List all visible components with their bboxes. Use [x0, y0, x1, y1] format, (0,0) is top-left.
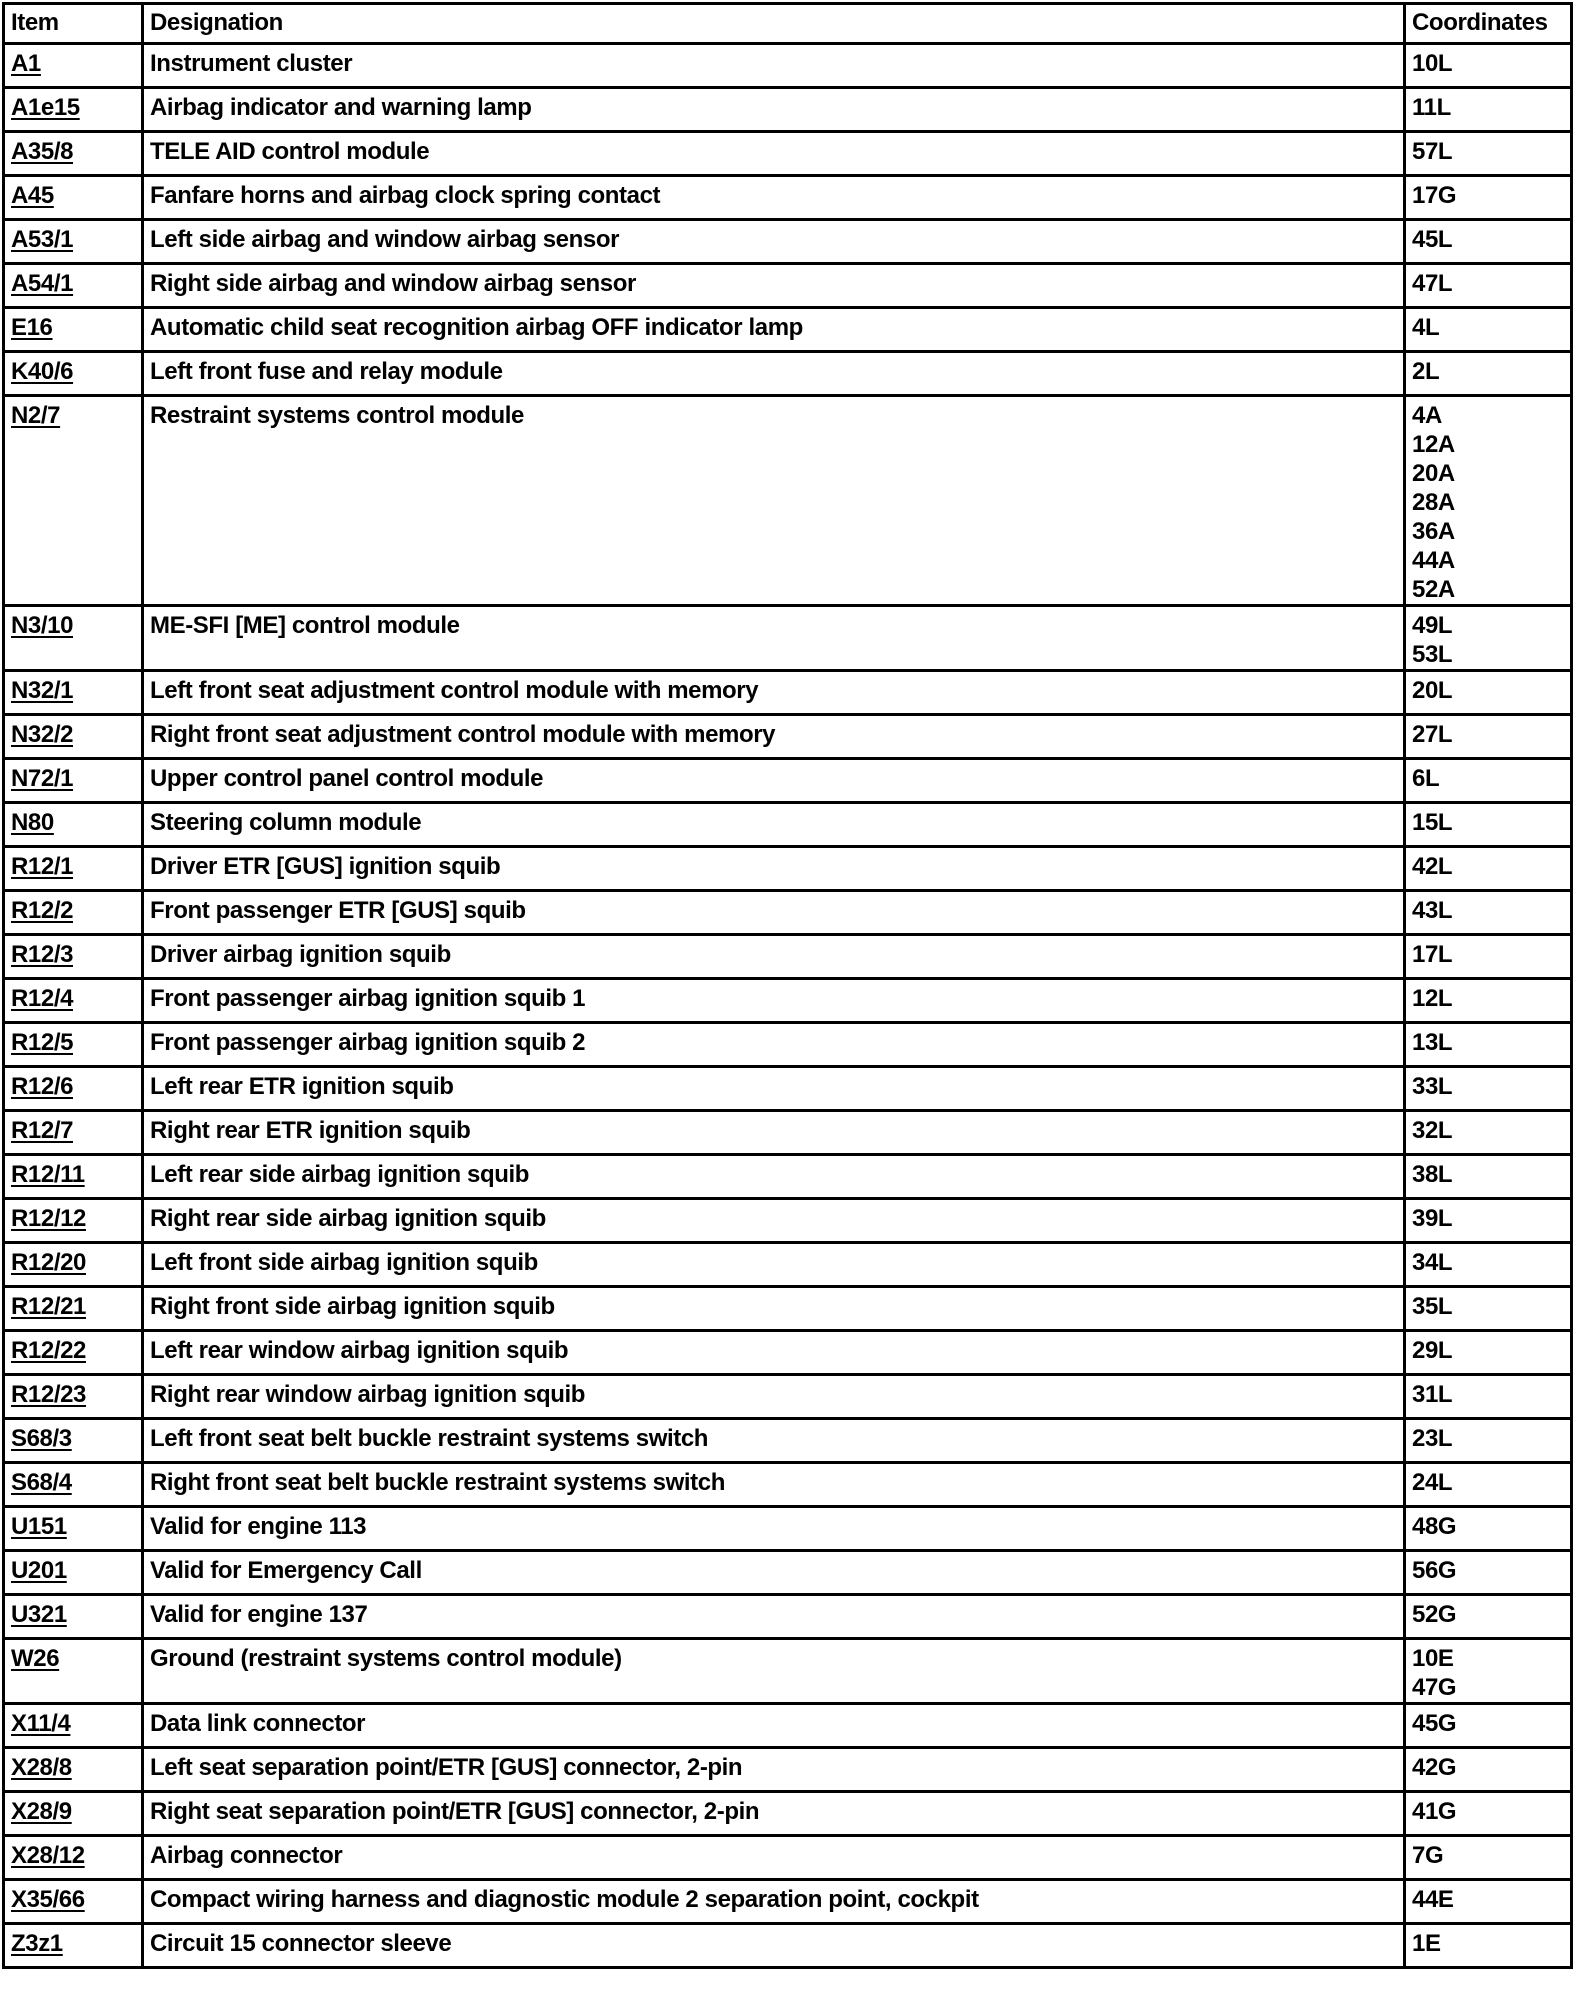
item-link[interactable]: S68/3	[11, 1425, 72, 1452]
item-cell	[4, 1792, 143, 1836]
coordinate-value: 52G	[1412, 1601, 1457, 1628]
table-row	[4, 1792, 1572, 1836]
table-row	[4, 264, 1572, 308]
item-link[interactable]: S68/4	[11, 1469, 72, 1496]
item-cell	[4, 176, 143, 220]
coordinates-cell	[1405, 671, 1572, 715]
table-row	[4, 396, 1572, 606]
designation-cell: Left side airbag and window airbag sensor	[143, 220, 1405, 264]
item-link[interactable]: N72/1	[11, 765, 74, 792]
table-row	[4, 715, 1572, 759]
designation-cell: Front passenger ETR [GUS] squib	[143, 891, 1405, 935]
coordinates-cell	[1405, 1199, 1572, 1243]
table-row	[4, 1595, 1572, 1639]
designation-cell: Steering column module	[143, 803, 1405, 847]
coordinate-value: 45L	[1412, 226, 1453, 253]
item-cell	[4, 759, 143, 803]
item-cell	[4, 132, 143, 176]
item-cell	[4, 352, 143, 396]
designation-cell: Circuit 15 connector sleeve	[143, 1924, 1405, 1968]
item-cell	[4, 1836, 143, 1880]
item-link[interactable]: A54/1	[11, 270, 74, 297]
coordinate-value: 11L	[1412, 94, 1451, 121]
coordinate-value: 12L	[1412, 985, 1453, 1012]
coordinate-value: 20L	[1412, 677, 1453, 704]
coordinate-value: 42L	[1412, 853, 1453, 880]
item-link[interactable]: R12/11	[11, 1161, 85, 1188]
table-row	[4, 1023, 1572, 1067]
item-link[interactable]: R12/6	[11, 1073, 74, 1100]
item-cell	[4, 606, 143, 671]
coordinate-value: 34L	[1412, 1249, 1453, 1276]
item-link[interactable]: K40/6	[11, 358, 74, 385]
component-legend-table	[2, 2, 1573, 1969]
item-cell	[4, 979, 143, 1023]
designation-cell: Valid for engine 137	[143, 1595, 1405, 1639]
coordinates-cell	[1405, 1792, 1572, 1836]
coordinates-cell	[1405, 1551, 1572, 1595]
table-row	[4, 1243, 1572, 1287]
table-row	[4, 1748, 1572, 1792]
table-row	[4, 891, 1572, 935]
coordinate-value: 13L	[1412, 1029, 1453, 1056]
item-cell	[4, 1155, 143, 1199]
coordinate-value: 7G	[1412, 1842, 1444, 1869]
table-row	[4, 1111, 1572, 1155]
table-row	[4, 1067, 1572, 1111]
coordinate-value: 47G	[1412, 1674, 1457, 1701]
coordinates-cell	[1405, 1243, 1572, 1287]
coordinate-value: 57L	[1412, 138, 1453, 165]
table-header	[4, 4, 1572, 44]
item-cell	[4, 220, 143, 264]
coordinates-cell	[1405, 1331, 1572, 1375]
coordinate-value: 6L	[1412, 765, 1440, 792]
item-cell	[4, 308, 143, 352]
item-link[interactable]: A35/8	[11, 138, 74, 165]
item-cell	[4, 935, 143, 979]
item-cell	[4, 1419, 143, 1463]
designation-cell: Left front seat belt buckle restraint systems switch	[143, 1419, 1405, 1463]
coordinate-value: 20A	[1412, 460, 1455, 487]
coordinate-value: 17G	[1412, 182, 1457, 209]
designation-cell: Right seat separation point/ETR [GUS] connector, 2-pin	[143, 1792, 1405, 1836]
item-link[interactable]: X35/66	[11, 1886, 85, 1913]
coordinates-cell	[1405, 1836, 1572, 1880]
coordinate-value: 33L	[1412, 1073, 1453, 1100]
coordinate-value: 42G	[1412, 1754, 1457, 1781]
item-cell	[4, 1507, 143, 1551]
coordinate-value: 39L	[1412, 1205, 1453, 1232]
designation-cell: Data link connector	[143, 1704, 1405, 1748]
item-link[interactable]: U201	[11, 1557, 67, 1584]
coordinates-cell	[1405, 1704, 1572, 1748]
item-link[interactable]: A53/1	[11, 226, 74, 253]
table-row	[4, 352, 1572, 396]
coordinates-cell	[1405, 1924, 1572, 1968]
item-link[interactable]: N80	[11, 809, 54, 836]
coordinate-value: 43L	[1412, 897, 1453, 924]
designation-cell: Instrument cluster	[143, 44, 1405, 88]
table-row	[4, 1155, 1572, 1199]
item-cell	[4, 1287, 143, 1331]
table-row	[4, 132, 1572, 176]
coordinates-cell	[1405, 352, 1572, 396]
table-row	[4, 1551, 1572, 1595]
item-link[interactable]: R12/7	[11, 1117, 74, 1144]
table-row	[4, 606, 1572, 671]
table-row	[4, 308, 1572, 352]
coordinates-cell	[1405, 1507, 1572, 1551]
item-link[interactable]: N3/10	[11, 612, 74, 639]
coordinates-cell	[1405, 715, 1572, 759]
designation-cell: Valid for engine 113	[143, 1507, 1405, 1551]
coordinate-value: 15L	[1412, 809, 1453, 836]
designation-cell: Right side airbag and window airbag sensor	[143, 264, 1405, 308]
table-row	[4, 671, 1572, 715]
designation-cell: Right front seat belt buckle restraint systems switch	[143, 1463, 1405, 1507]
coordinate-value: 41G	[1412, 1798, 1457, 1825]
coordinates-cell	[1405, 1419, 1572, 1463]
coordinates-cell	[1405, 1287, 1572, 1331]
table-row	[4, 803, 1572, 847]
item-link[interactable]: R12/20	[11, 1249, 86, 1276]
table-row	[4, 979, 1572, 1023]
item-link[interactable]: R12/2	[11, 897, 74, 924]
table-row	[4, 935, 1572, 979]
item-link[interactable]: A45	[11, 182, 54, 209]
coordinate-value: 4A	[1412, 402, 1442, 429]
coordinates-cell	[1405, 759, 1572, 803]
item-link[interactable]: R12/1	[11, 853, 74, 880]
designation-cell: Upper control panel control module	[143, 759, 1405, 803]
item-cell	[4, 1463, 143, 1507]
designation-cell: Left front fuse and relay module	[143, 352, 1405, 396]
item-cell	[4, 1704, 143, 1748]
item-link[interactable]: R12/22	[11, 1337, 86, 1364]
designation-cell: Restraint systems control module	[143, 396, 1405, 606]
coordinate-value: 36A	[1412, 518, 1455, 545]
coordinates-cell	[1405, 220, 1572, 264]
item-link[interactable]: A1e15	[11, 94, 80, 121]
item-link[interactable]: R12/21	[11, 1293, 86, 1320]
item-cell	[4, 715, 143, 759]
designation-cell: Fanfare horns and airbag clock spring contact	[143, 176, 1405, 220]
designation-cell: Right rear ETR ignition squib	[143, 1111, 1405, 1155]
designation-cell: Valid for Emergency Call	[143, 1551, 1405, 1595]
item-link[interactable]: X28/12	[11, 1842, 85, 1869]
coordinate-value: 56G	[1412, 1557, 1457, 1584]
item-cell	[4, 1375, 143, 1419]
table-body	[4, 44, 1572, 1968]
designation-cell: Left rear window airbag ignition squib	[143, 1331, 1405, 1375]
coordinate-value: 1E	[1412, 1930, 1441, 1957]
item-cell	[4, 1331, 143, 1375]
item-link[interactable]: R12/23	[11, 1381, 86, 1408]
coordinates-cell	[1405, 979, 1572, 1023]
coordinates-cell	[1405, 396, 1572, 606]
item-cell	[4, 891, 143, 935]
coordinates-cell	[1405, 308, 1572, 352]
table-row	[4, 1880, 1572, 1924]
designation-cell: Driver airbag ignition squib	[143, 935, 1405, 979]
coordinate-value: 29L	[1412, 1337, 1453, 1364]
item-cell	[4, 671, 143, 715]
coordinate-value: 52A	[1412, 576, 1455, 603]
coordinate-value: 45G	[1412, 1710, 1457, 1737]
item-link[interactable]: N2/7	[11, 402, 61, 429]
table-row	[4, 88, 1572, 132]
coordinate-value: 53L	[1412, 641, 1453, 668]
item-link[interactable]: R12/12	[11, 1205, 86, 1232]
coordinates-cell	[1405, 1111, 1572, 1155]
designation-cell: TELE AID control module	[143, 132, 1405, 176]
item-link[interactable]: N32/1	[11, 677, 74, 704]
item-cell	[4, 264, 143, 308]
table-row	[4, 759, 1572, 803]
coordinate-value: 17L	[1412, 941, 1453, 968]
coordinate-value: 28A	[1412, 489, 1455, 516]
item-cell	[4, 803, 143, 847]
coordinate-value: 27L	[1412, 721, 1453, 748]
designation-cell: Front passenger airbag ignition squib 2	[143, 1023, 1405, 1067]
table-row	[4, 1463, 1572, 1507]
designation-cell: Right rear side airbag ignition squib	[143, 1199, 1405, 1243]
coordinates-cell	[1405, 1595, 1572, 1639]
coordinate-value: 49L	[1412, 612, 1453, 639]
coordinates-cell	[1405, 1067, 1572, 1111]
coordinate-value: 47L	[1412, 270, 1453, 297]
coordinate-value: 2L	[1412, 358, 1440, 385]
table-row	[4, 1331, 1572, 1375]
coordinate-value: 44A	[1412, 547, 1455, 574]
item-cell	[4, 1639, 143, 1704]
item-link[interactable]: R12/3	[11, 941, 74, 968]
coordinates-cell	[1405, 1023, 1572, 1067]
table-row	[4, 220, 1572, 264]
coordinates-cell	[1405, 176, 1572, 220]
item-link[interactable]: R12/4	[11, 985, 74, 1012]
item-cell	[4, 1551, 143, 1595]
table-row	[4, 1704, 1572, 1748]
coordinates-cell	[1405, 1639, 1572, 1704]
item-link[interactable]: X28/8	[11, 1754, 72, 1781]
coordinates-cell	[1405, 88, 1572, 132]
item-cell	[4, 1595, 143, 1639]
item-cell	[4, 1111, 143, 1155]
coordinates-cell	[1405, 891, 1572, 935]
coordinate-value: 38L	[1412, 1161, 1453, 1188]
designation-cell: Airbag connector	[143, 1836, 1405, 1880]
designation-cell: Ground (restraint systems control module)	[143, 1639, 1405, 1704]
coordinates-cell	[1405, 264, 1572, 308]
item-cell	[4, 396, 143, 606]
coordinate-value: 12A	[1412, 431, 1455, 458]
coordinates-cell	[1405, 1155, 1572, 1199]
coordinates-cell	[1405, 935, 1572, 979]
item-link[interactable]: A1	[11, 50, 41, 77]
coordinate-value: 35L	[1412, 1293, 1453, 1320]
designation-cell: Left rear side airbag ignition squib	[143, 1155, 1405, 1199]
item-link[interactable]: E16	[11, 314, 53, 341]
item-cell	[4, 44, 143, 88]
designation-cell: Automatic child seat recognition airbag OFF indicator lamp	[143, 308, 1405, 352]
coordinate-value: 4L	[1412, 314, 1440, 341]
designation-cell: Right front seat adjustment control module with memory	[143, 715, 1405, 759]
coordinates-cell	[1405, 44, 1572, 88]
item-cell	[4, 88, 143, 132]
item-cell	[4, 1924, 143, 1968]
item-link[interactable]: X11/4	[11, 1710, 71, 1737]
table-row	[4, 44, 1572, 88]
coordinates-cell	[1405, 847, 1572, 891]
item-cell	[4, 847, 143, 891]
item-cell	[4, 1748, 143, 1792]
item-cell	[4, 1880, 143, 1924]
designation-cell: Right front side airbag ignition squib	[143, 1287, 1405, 1331]
table-row	[4, 1639, 1572, 1704]
designation-cell: ME-SFI [ME] control module	[143, 606, 1405, 671]
designation-cell: Left rear ETR ignition squib	[143, 1067, 1405, 1111]
coordinates-cell	[1405, 1375, 1572, 1419]
designation-cell: Compact wiring harness and diagnostic module 2 separation point, cockpit	[143, 1880, 1405, 1924]
table-row	[4, 1836, 1572, 1880]
table-row	[4, 1924, 1572, 1968]
header-row	[4, 4, 1572, 44]
designation-cell: Airbag indicator and warning lamp	[143, 88, 1405, 132]
coordinate-value: 23L	[1412, 1425, 1453, 1452]
table-row	[4, 1419, 1572, 1463]
coordinates-cell	[1405, 1880, 1572, 1924]
coordinates-cell	[1405, 1748, 1572, 1792]
coordinate-value: 24L	[1412, 1469, 1453, 1496]
header-coordinates: Coordinates	[1405, 4, 1572, 44]
coordinate-value: 48G	[1412, 1513, 1457, 1540]
item-cell	[4, 1067, 143, 1111]
designation-cell: Driver ETR [GUS] ignition squib	[143, 847, 1405, 891]
designation-cell: Front passenger airbag ignition squib 1	[143, 979, 1405, 1023]
designation-cell: Right rear window airbag ignition squib	[143, 1375, 1405, 1419]
coordinates-cell	[1405, 803, 1572, 847]
coordinates-cell	[1405, 606, 1572, 671]
item-link[interactable]: Z3z1	[11, 1930, 63, 1957]
designation-cell: Left seat separation point/ETR [GUS] connector, 2-pin	[143, 1748, 1405, 1792]
item-link[interactable]: R12/5	[11, 1029, 74, 1056]
coordinates-cell	[1405, 1463, 1572, 1507]
designation-cell: Left front side airbag ignition squib	[143, 1243, 1405, 1287]
item-link[interactable]: X28/9	[11, 1798, 72, 1825]
item-link[interactable]: N32/2	[11, 721, 74, 748]
table-row	[4, 1199, 1572, 1243]
item-cell	[4, 1199, 143, 1243]
table-row	[4, 1287, 1572, 1331]
header-item: Item	[4, 4, 143, 44]
table-row	[4, 1375, 1572, 1419]
item-link[interactable]: U151	[11, 1513, 67, 1540]
coordinates-cell	[1405, 132, 1572, 176]
header-designation: Designation	[143, 4, 1405, 44]
coordinate-value: 10E	[1412, 1645, 1454, 1672]
item-link[interactable]: U321	[11, 1601, 67, 1628]
coordinate-value: 31L	[1412, 1381, 1453, 1408]
table-row	[4, 847, 1572, 891]
item-cell	[4, 1023, 143, 1067]
item-link[interactable]: W26	[11, 1645, 60, 1672]
designation-cell: Left front seat adjustment control module with memory	[143, 671, 1405, 715]
coordinate-value: 44E	[1412, 1886, 1454, 1913]
coordinate-value: 32L	[1412, 1117, 1453, 1144]
coordinate-value: 10L	[1412, 50, 1453, 77]
table-row	[4, 1507, 1572, 1551]
item-cell	[4, 1243, 143, 1287]
table-row	[4, 176, 1572, 220]
